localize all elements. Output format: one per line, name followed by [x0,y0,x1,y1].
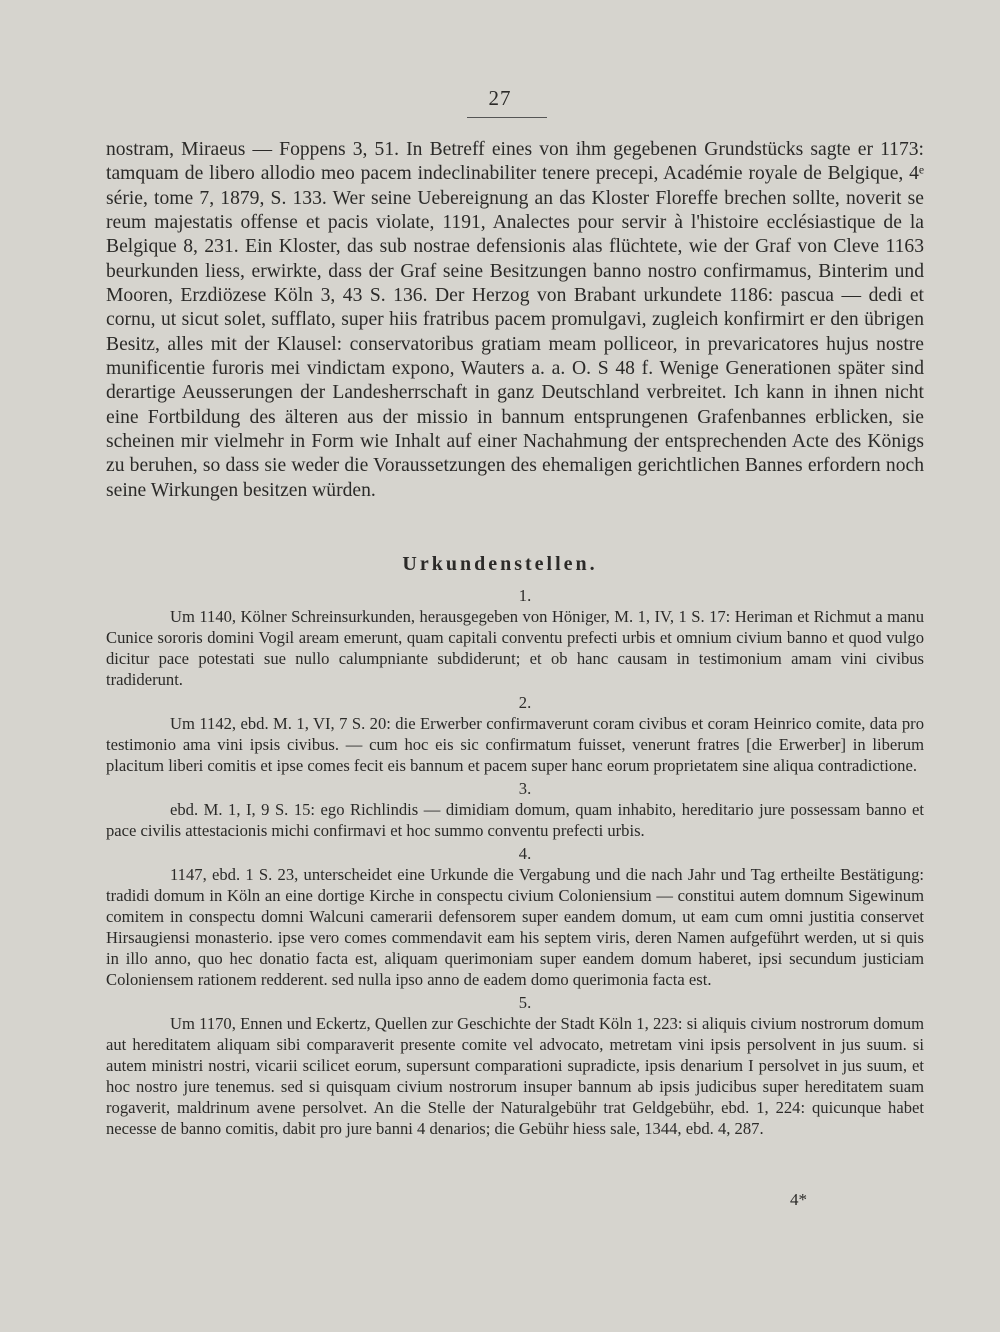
document-text: Um 1170, Ennen und Eckertz, Quellen zur Geschichte der Stadt Köln 1, 223: si aliquis civium nostrorum domum aut hereditatem aliquam sibi comparaverit presente comite vel advocato, metretam vini ipsis persolvent in jus suum. si autem ministri nostri, vicarii scilicet eorum, supersunt comparationi supradicte, ipsis denarium I persolvet in jus suum, et hoc nostro jure tenemus. sed si quisquam civium nostrorum insuper bannum ab ipsis judicibus super hereditatem suam rogaverit, maldrinum avene persolvet. An die Stelle der Naturalgebühr trat Geldgebühr, ebd. 1, 224: quicunque habet necesse de banno comitis, dabit pro jure banni 4 denarios; die Gebühr hiess sale, 1344, ebd. 4, 287. [106,1014,924,1138]
document-entry-3 [106,778,924,841]
section-heading: Urkundenstellen. [402,553,598,575]
page-number-rule [467,117,547,118]
document-number: 2. [518,693,532,712]
document-entry-2 [106,692,924,776]
page-number: 27 [488,86,512,110]
document-entry-1 [106,585,924,690]
document-text: Um 1140, Kölner Schreinsurkunden, herausgegeben von Höniger, M. 1, IV, 1 S. 17: Heriman et Richmut a manu Cunice sororis domini Vogil aream emerunt, quam capitali conventu prefecti urbis et omnium civium banno et quod vulgo dicitur pace potestati sue nullo calumpniante subdiderunt; et ob hanc causam in testimonium amam vini civibus tradiderunt. [106,607,924,689]
document-text: Um 1142, ebd. M. 1, VI, 7 S. 20: die Erwerber confirmaverunt coram civibus et coram Heinrico comite, data pro testimonio ama vini ipsis civibus. — cum hoc eis sic confirmatum fuisset, venerunt fratres [die Erwerber] in liberum placitum liberi comitis et ipse comes fecit eis bannum et pacem super hanc eorum proprietatem sine aliqua contradictione. [106,714,924,775]
document-text: 1147, ebd. 1 S. 23, unterscheidet eine Urkunde die Vergabung und die nach Jahr und Tag ertheilte Bestätigung: tradidi domum in Köln an eine dortige Kirche in conspectu civium Coloniensium — constitui autem domnum Sigewinum comitem in conspectu domni Walcuni camerarii defensorem super eandem domum, ut eam cum omni justitia conservet Hirsaugiensi monasterio. ipse vero comes commendavit eam his septem viris, deren Namen aufgeführt werden, ut si quis in illo anno, quo hec donatio facta est, aliquam querimoniam super eandem domum haberet, ipsi secundum justiciam Coloniensem rationem redderent. sed nulla ipso anno de eadem domo querimonia facta est. [106,865,924,989]
document-entry-5 [106,992,924,1139]
document-number: 5. [518,993,532,1012]
main-paragraph: nostram, Miraeus — Foppens 3, 51. In Betreff eines von ihm gegebenen Grundstücks sagte er 1173: tamquam de libero allodio meo pacem indeclinabiliter tenere precepi, Académie royale de Belgique, 4ᵉ série, tome 7, 1879, S. 133. Wer seine Uebereignung an das Kloster Floreffe brechen sollte, noverit se reum majestatis offense et pacis violate, 1191, Analectes pour servir à l'histoire ecclésiastique de la Belgique 8, 231. Ein Kloster, das sub nostrae defensionis alas flüchtete, wie der Graf von Cleve 1163 beurkunden liess, erwirkte, dass der Graf seine Besitzungen banno nostro confirmamus, Binterim und Mooren, Erzdiözese Köln 3, 43 S. 136. Der Herzog von Brabant urkundete 1186: pascua — dedi et cornu, ut sicut solet, sufflato, super hiis fratribus pacem promulgavi, zugleich konfirmirt er den übrigen Besitz, alles mit der Klausel: conservatoribus gratiam meam polliceor, in prevaricatores hujus nostre munificentie furoris mei vindictam expono, Wauters a. a. O. S 48 f. Wenige Generationen später sind derartige Aeusserungen der Landesherrschaft in ganz Deutschland verbreitet. Ich kann in ihnen nicht eine Fortbildung des älteren aus der missio in bannum entsprungenen Grafenbannes erblicken, sie scheinen mir vielmehr in Form wie Inhalt auf einer Nachahmung der entsprechenden Acte des Königs zu beruhen, so dass sie weder die Voraussetzungen des ehemaligen gerichtlichen Bannes erfordern noch seine Wirkungen besitzen würden. [106,139,924,501]
document-entry-4 [106,843,924,990]
document-number: 1. [518,586,532,605]
document-list [106,585,924,1139]
document-text: ebd. M. 1, I, 9 S. 15: ego Richlindis — dimidiam domum, quam inhabito, hereditario jure possessam banno et pace civilis attestacionis michi confirmavi et hoc summo conventu prefecti urbis. [106,800,924,840]
signature-mark: 4* [790,1190,807,1209]
document-number: 4. [518,844,532,863]
document-number: 3. [518,779,532,798]
